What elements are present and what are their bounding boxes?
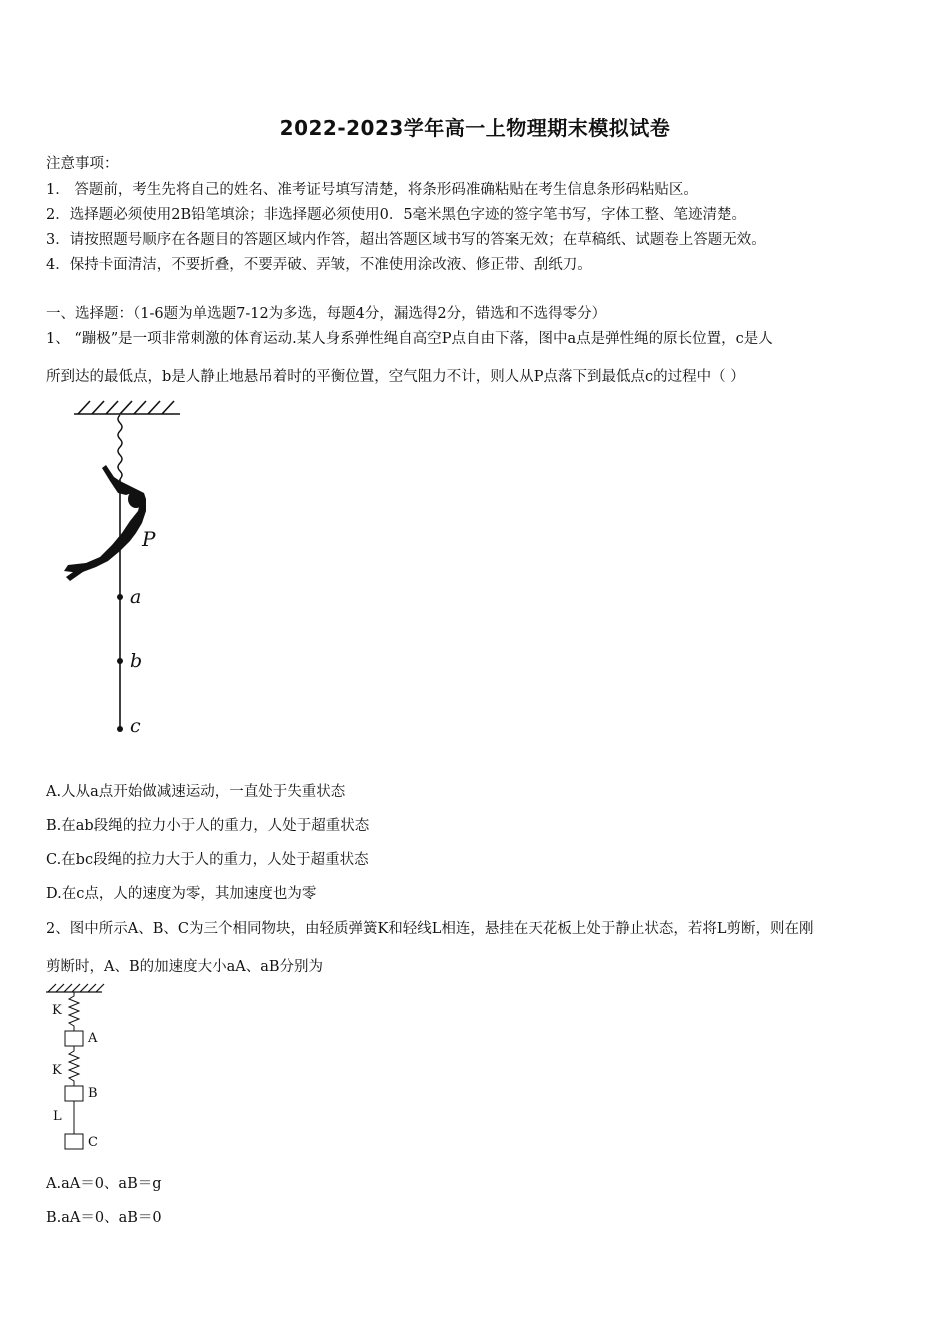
q1-stem-line2: 所到达的最低点，b是人静止地悬吊着时的平衡位置，空气阻力不计，则人从P点落下到最低点c的过程中（ ）: [46, 369, 745, 385]
q1-option-b: B.在ab段绳的拉力小于人的重力，人处于超重状态: [46, 818, 370, 834]
q1-option-a: A.人从a点开始做减速运动，一直处于失重状态: [46, 784, 346, 800]
section-heading: 一、选择题：（1-6题为单选题7-12为多选，每题4分，漏选得2分，错选和不选得零分）: [46, 306, 607, 322]
ceiling-hatch-icon: [46, 984, 104, 992]
label-k1: K: [52, 1003, 62, 1018]
label-block-b: B: [88, 1086, 98, 1101]
label-block-c: C: [88, 1135, 98, 1150]
q1-option-d: D.在c点，人的速度为零，其加速度也为零: [46, 886, 317, 902]
q2-stem-line1: 2、图中所示A、B、C为三个相同物块，由轻质弹簧K和轻线L相连，悬挂在天花板上处于静止状态，若将L剪断，则在刚: [46, 921, 814, 937]
spring-k2: [69, 1046, 79, 1086]
notice-item-4: 4．保持卡面清洁，不要折叠，不要弄破、弄皱，不准使用涂改液、修正带、刮纸刀。: [46, 257, 592, 273]
label-block-a: A: [88, 1031, 98, 1046]
notice-heading: 注意事项：: [46, 156, 119, 172]
q2-stem-line2: 剪断时，A、B的加速度大小aA、aB分别为: [46, 959, 324, 975]
spring-k1: [69, 992, 79, 1031]
label-l: L: [53, 1109, 62, 1124]
notice-item-1: 1． 答题前，考生先将自己的姓名、准考证号填写清楚，将条形码准确粘贴在考生信息条形码粘贴区。: [46, 182, 698, 198]
label-b: b: [130, 650, 143, 672]
page-title: 2022-2023学年高一上物理期末模拟试卷: [279, 116, 671, 140]
q2-option-a: A.aA＝0、aB＝g: [46, 1176, 162, 1192]
cord-wavy: [118, 415, 122, 479]
label-k2: K: [52, 1063, 62, 1078]
bungee-figure: [50, 395, 200, 740]
block-c: [65, 1134, 83, 1149]
block-a: [65, 1031, 83, 1046]
notice-item-3: 3．请按照题号顺序在各题目的答题区域内作答，超出答题区域书写的答案无效；在草稿纸、试题卷上答题无效。: [46, 232, 766, 248]
q2-option-b: B.aA＝0、aB＝0: [46, 1210, 162, 1226]
notice-item-2: 2．选择题必须使用2B铅笔填涂；非选择题必须使用0．5毫米黑色字迹的签字笔书写，字体工整、笔迹清楚。: [46, 207, 747, 223]
block-b: [65, 1086, 83, 1101]
q1-stem-line1: 1、 “蹦极”是一项非常刺激的体育运动.某人身系弹性绳自高空P点自由下落，图中a点是弹性绳的原长位置，c是人: [46, 331, 773, 347]
label-p: P: [142, 527, 156, 551]
label-c: c: [130, 715, 141, 737]
ceiling-hatch-icon: [74, 401, 180, 414]
q1-option-c: C.在bc段绳的拉力大于人的重力，人处于超重状态: [46, 852, 369, 868]
label-a: a: [130, 586, 142, 608]
spring-block-figure: [44, 980, 124, 1155]
jumper-silhouette-icon: [64, 465, 146, 581]
